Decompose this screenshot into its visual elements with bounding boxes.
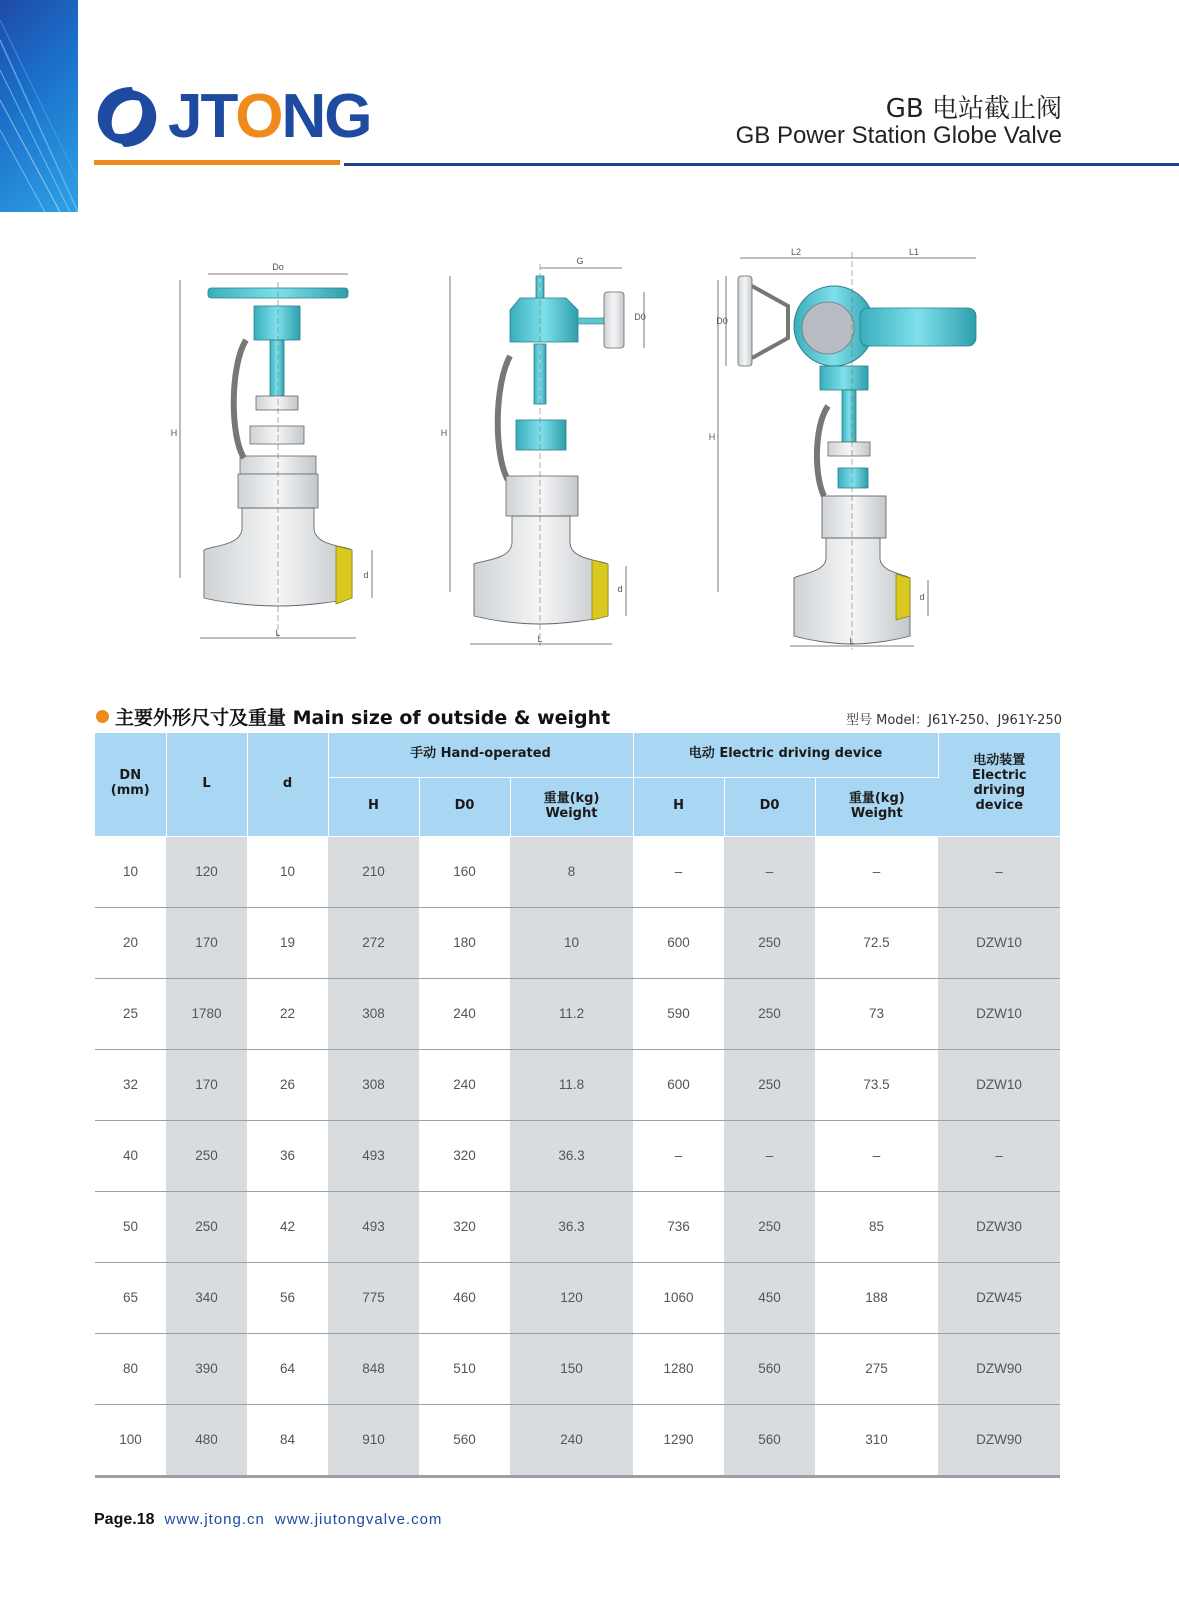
cell-l: 120 (166, 836, 247, 907)
cell-hand-d0: 320 (419, 1191, 510, 1262)
header-hand-d0: D0 (419, 777, 510, 836)
valve-gear-drawing (441, 256, 646, 646)
logo-wordmark: JTONG (168, 82, 371, 151)
dim-label-h-elec: H (708, 432, 716, 442)
table-row (95, 1404, 1060, 1476)
cell-elec-h: 600 (633, 1049, 724, 1120)
dim-label-l-elec: L (849, 636, 855, 646)
table-row (95, 1049, 1060, 1120)
page-title-en: GB Power Station Globe Valve (735, 122, 1062, 149)
cell-elec-d0: 560 (724, 1333, 815, 1404)
cell-d: 84 (247, 1404, 328, 1476)
page-number: Page.18 (94, 1511, 155, 1528)
page-footer (94, 1511, 452, 1529)
dim-label-d0-elec: D0 (716, 316, 728, 326)
table-row (95, 978, 1060, 1049)
section-heading (96, 703, 610, 730)
cell-l: 1780 (166, 978, 247, 1049)
corner-rays (0, 0, 78, 212)
cell-hand-weight: 36.3 (510, 1191, 633, 1262)
cell-device: DZW10 (938, 978, 1060, 1049)
dim-label-h-gear: H (440, 428, 448, 438)
cell-l: 170 (166, 1049, 247, 1120)
dim-label-d0-gear: D0 (634, 312, 646, 322)
dim-label-g: G (576, 256, 584, 266)
cell-elec-d0: – (724, 836, 815, 907)
dim-label-l: L (275, 628, 281, 638)
cell-elec-h: 590 (633, 978, 724, 1049)
cell-hand-h: 308 (328, 978, 419, 1049)
dim-label-d-gear: d (617, 584, 623, 594)
cell-d: 10 (247, 836, 328, 907)
cell-hand-h: 493 (328, 1120, 419, 1191)
cell-dn: 65 (95, 1262, 166, 1333)
corner-decoration (0, 0, 78, 212)
cell-elec-h: – (633, 836, 724, 907)
bullet-dot-icon (96, 710, 109, 723)
header-l: L (166, 733, 247, 836)
cell-elec-weight: 275 (815, 1333, 938, 1404)
cell-d: 26 (247, 1049, 328, 1120)
cell-hand-weight: 150 (510, 1333, 633, 1404)
cell-hand-weight: 11.2 (510, 978, 633, 1049)
cell-elec-weight: – (815, 836, 938, 907)
cell-elec-d0: 450 (724, 1262, 815, 1333)
cell-elec-weight: 73.5 (815, 1049, 938, 1120)
table-row (95, 1262, 1060, 1333)
cell-hand-d0: 240 (419, 1049, 510, 1120)
header-elec-h: H (633, 777, 724, 836)
cell-hand-weight: 11.8 (510, 1049, 633, 1120)
logo-underline (94, 160, 340, 165)
header-rule (344, 163, 1179, 166)
cell-dn: 80 (95, 1333, 166, 1404)
cell-device: DZW45 (938, 1262, 1060, 1333)
cell-elec-d0: – (724, 1120, 815, 1191)
cell-elec-h: 1280 (633, 1333, 724, 1404)
valve-drawings-svg (160, 246, 1020, 656)
cell-dn: 40 (95, 1120, 166, 1191)
section-title: 主要外形尺寸及重量 Main size of outside & weight (115, 707, 611, 729)
cell-hand-d0: 460 (419, 1262, 510, 1333)
table-row (95, 1333, 1060, 1404)
cell-elec-weight: 310 (815, 1404, 938, 1476)
cell-device: DZW10 (938, 1049, 1060, 1120)
cell-dn: 32 (95, 1049, 166, 1120)
cell-l: 250 (166, 1191, 247, 1262)
cell-hand-h: 493 (328, 1191, 419, 1262)
dim-label-l2: L2 (790, 247, 802, 257)
cell-hand-weight: 10 (510, 907, 633, 978)
cell-elec-d0: 250 (724, 1049, 815, 1120)
cell-dn: 25 (95, 978, 166, 1049)
cell-device: DZW30 (938, 1191, 1060, 1262)
cell-elec-h: 1060 (633, 1262, 724, 1333)
dim-label-l-gear: L (537, 634, 543, 644)
brand-logo (94, 78, 370, 156)
valve-drawings (160, 246, 1020, 656)
cell-elec-weight: 188 (815, 1262, 938, 1333)
cell-dn: 10 (95, 836, 166, 907)
cell-elec-h: 600 (633, 907, 724, 978)
header-elec-d0: D0 (724, 777, 815, 836)
cell-d: 42 (247, 1191, 328, 1262)
header-electric-device: 电动装置 Electric driving device (938, 733, 1060, 836)
header-dn: DN (mm) (95, 733, 166, 836)
header-hand-h: H (328, 777, 419, 836)
table-row (95, 1120, 1060, 1191)
cell-hand-h: 308 (328, 1049, 419, 1120)
cell-l: 170 (166, 907, 247, 978)
cell-elec-h: – (633, 1120, 724, 1191)
cell-hand-weight: 120 (510, 1262, 633, 1333)
cell-elec-weight: – (815, 1120, 938, 1191)
cell-elec-d0: 560 (724, 1404, 815, 1476)
table-row (95, 907, 1060, 978)
cell-hand-weight: 8 (510, 836, 633, 907)
cell-l: 250 (166, 1120, 247, 1191)
cell-hand-weight: 36.3 (510, 1120, 633, 1191)
dim-label-l1: L1 (908, 247, 920, 257)
cell-hand-d0: 240 (419, 978, 510, 1049)
header-hand-operated: 手动 Hand-operated (328, 733, 633, 777)
cell-d: 56 (247, 1262, 328, 1333)
website-link-1[interactable]: www.jtong.cn (164, 1511, 265, 1528)
cell-l: 340 (166, 1262, 247, 1333)
cell-hand-h: 272 (328, 907, 419, 978)
header-d: d (247, 733, 328, 836)
spec-table (95, 733, 1060, 1478)
cell-elec-h: 1290 (633, 1404, 724, 1476)
cell-hand-d0: 320 (419, 1120, 510, 1191)
cell-hand-h: 848 (328, 1333, 419, 1404)
website-link-2[interactable]: www.jiutongvalve.com (274, 1511, 443, 1528)
cell-hand-h: 910 (328, 1404, 419, 1476)
cell-dn: 100 (95, 1404, 166, 1476)
page-title-cn: GB 电站截止阀 (885, 94, 1062, 124)
cell-l: 390 (166, 1333, 247, 1404)
model-label: 型号 Model：J61Y-250、J961Y-250 (846, 713, 1062, 728)
cell-elec-weight: 72.5 (815, 907, 938, 978)
cell-hand-d0: 560 (419, 1404, 510, 1476)
cell-device: DZW10 (938, 907, 1060, 978)
header-elec-weight: 重量(kg) Weight (815, 777, 938, 836)
cell-hand-weight: 240 (510, 1404, 633, 1476)
cell-device: – (938, 1120, 1060, 1191)
table-row (95, 1191, 1060, 1262)
cell-d: 36 (247, 1120, 328, 1191)
cell-hand-d0: 180 (419, 907, 510, 978)
cell-hand-d0: 160 (419, 836, 510, 907)
cell-elec-d0: 250 (724, 907, 815, 978)
cell-d: 19 (247, 907, 328, 978)
cell-hand-h: 775 (328, 1262, 419, 1333)
logo-swirl-icon (94, 81, 160, 153)
cell-hand-d0: 510 (419, 1333, 510, 1404)
table-row (95, 836, 1060, 907)
cell-device: – (938, 836, 1060, 907)
cell-elec-d0: 250 (724, 978, 815, 1049)
header-hand-weight: 重量(kg) Weight (510, 777, 633, 836)
cell-elec-h: 736 (633, 1191, 724, 1262)
cell-elec-d0: 250 (724, 1191, 815, 1262)
cell-d: 64 (247, 1333, 328, 1404)
cell-elec-weight: 73 (815, 978, 938, 1049)
valve-hand-drawing (171, 262, 372, 638)
cell-dn: 50 (95, 1191, 166, 1262)
dim-label-d-elec: d (919, 592, 925, 602)
dim-label-d0: Do (272, 262, 284, 272)
cell-dn: 20 (95, 907, 166, 978)
cell-device: DZW90 (938, 1404, 1060, 1476)
dim-label-h: H (170, 428, 178, 438)
cell-elec-weight: 85 (815, 1191, 938, 1262)
cell-hand-h: 210 (328, 836, 419, 907)
dim-label-d: d (363, 570, 369, 580)
cell-l: 480 (166, 1404, 247, 1476)
header-electric-driving: 电动 Electric driving device (633, 733, 938, 777)
cell-device: DZW90 (938, 1333, 1060, 1404)
cell-d: 22 (247, 978, 328, 1049)
valve-electric-drawing (709, 247, 976, 650)
